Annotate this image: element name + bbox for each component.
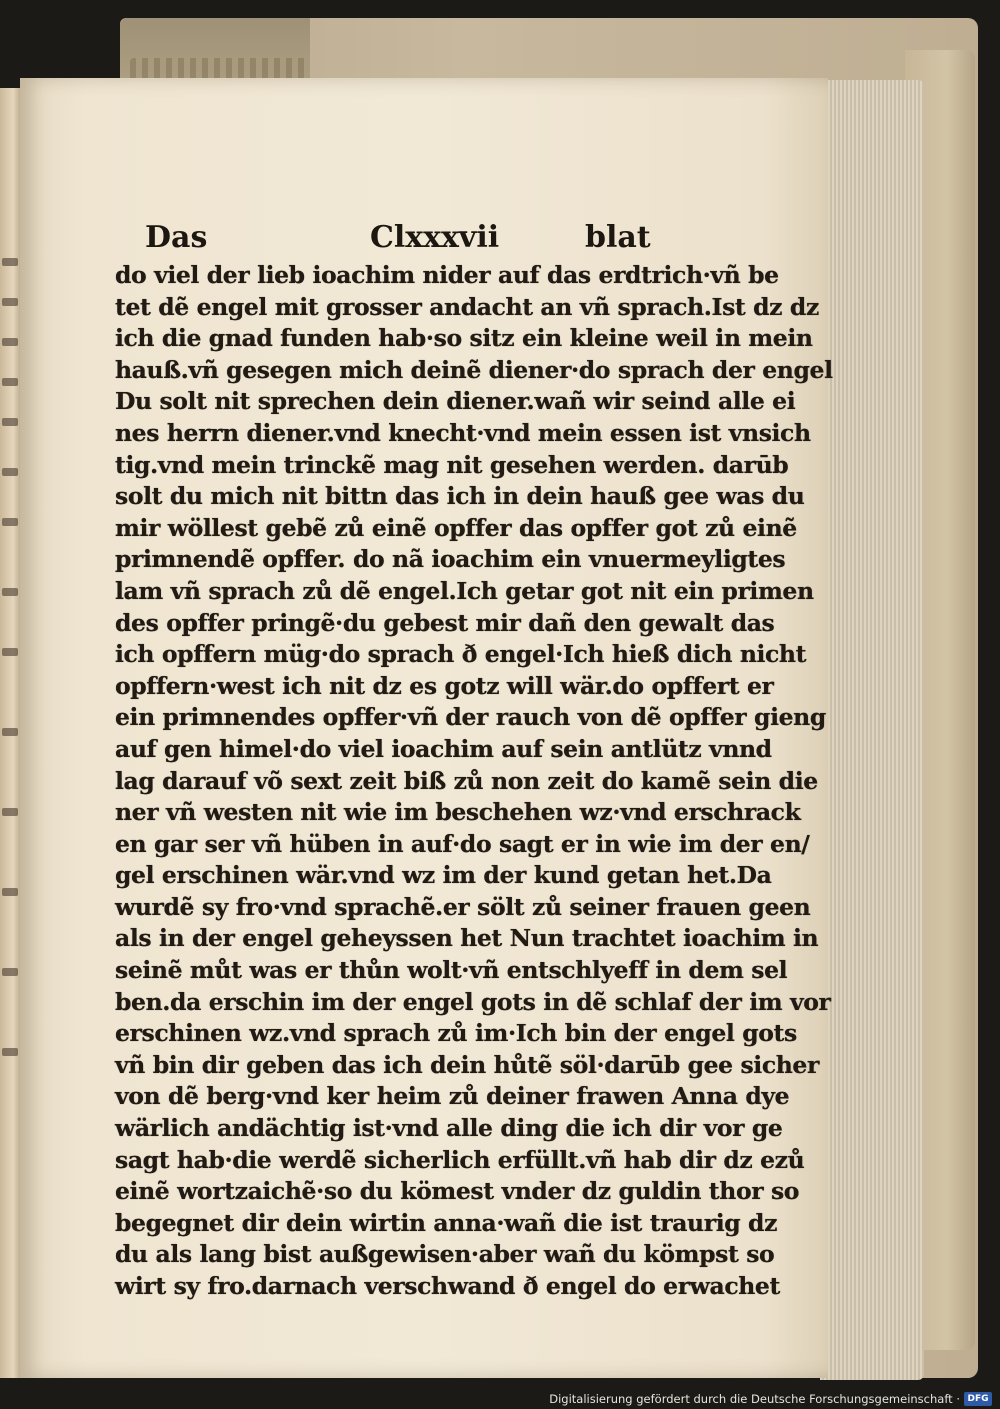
text-line: auf gen himel·do viel ioachim auf sein antlütz vnnd (115, 734, 772, 763)
text-line: Du solt nit sprechen dein diener.wañ wir seind alle ei (115, 387, 796, 416)
text-line: einẽ wortzaichẽ·so du kömest vnder dz guldin thor so (115, 1177, 800, 1206)
text-line: solt du mich nit bittn das ich in dein hauß gee was du (115, 482, 805, 511)
left-page-text-fragment (2, 1048, 18, 1056)
text-line: wirt sy fro.darnach verschwand ð engel do erwachet (115, 1272, 780, 1300)
folio-number: Clxxxvii (370, 220, 500, 255)
text-line: begegnet dir dein wirtin anna·wañ die ist traurig dz (115, 1208, 778, 1237)
body-text (115, 260, 833, 1303)
left-page-text-fragment (2, 968, 18, 976)
text-line: vñ bin dir geben das ich dein hůtẽ söl·darūb gee sicher (115, 1050, 819, 1079)
left-page-text-fragment (2, 418, 18, 426)
text-line: ben.da erschin im der engel gots in dẽ schlaf der im vor (115, 987, 831, 1016)
text-line: ich die gnad funden hab·so sitz ein kleine weil in mein (115, 324, 813, 353)
left-page-text-fragment (2, 728, 18, 736)
left-page-sliver (0, 88, 22, 1378)
text-line: des opffer pringẽ·du gebest mir dañ den gewalt das (115, 608, 775, 637)
left-page-text-fragment (2, 468, 18, 476)
text-line: tig.vnd mein trinckẽ mag nit gesehen werden. darūb (115, 450, 789, 479)
text-line: lam vñ sprach zů dẽ engel.Ich getar got nit ein primen (115, 576, 814, 605)
left-page-text-fragment (2, 518, 18, 526)
text-line: lag darauf võ sext zeit biß zů non zeit do kamẽ sein die (115, 766, 818, 795)
text-line: du als lang bist außgewisen·aber wañ du kömpst so (115, 1240, 775, 1269)
left-page-text-fragment (2, 378, 18, 386)
text-line: gel erschinen wär.vnd wz im der kund getan het.Da (115, 861, 772, 890)
text-line: opffern·west ich nit dz es gotz will wär.do opffert er (115, 671, 774, 700)
text-line: hauß.vñ gesegen mich deinẽ diener·do sprach der engel (115, 355, 833, 384)
text-line: nes herrn diener.vnd knecht·vnd mein essen ist vnsich (115, 418, 811, 447)
left-page-text-fragment (2, 588, 18, 596)
text-line: ich opffern müg·do sprach ð engel·Ich hieß dich nicht (115, 640, 807, 669)
text-line: primnendẽ opffer. do nã ioachim ein vnuermeyligtes (115, 545, 786, 574)
left-page-text-fragment (2, 808, 18, 816)
text-line: als in der engel geheyssen het Nun trachtet ioachim in (115, 924, 819, 953)
page-fore-edge (820, 80, 924, 1380)
text-line: von dẽ berg·vnd ker heim zů deiner frawen Anna dye (115, 1082, 790, 1111)
text-line: wurdẽ sy fro·vnd sprachẽ.er sölt zů seiner frauen geen (115, 892, 811, 921)
left-page-text-fragment (2, 258, 18, 266)
text-line: sagt hab·die werdẽ sicherlich erfüllt.vñ hab dir dz ezů (115, 1145, 805, 1174)
text-line: tet dẽ engel mit grosser andacht an vñ sprach.Ist dz dz (115, 292, 819, 321)
book-page (20, 78, 833, 1378)
left-page-text-fragment (2, 338, 18, 346)
left-page-text-fragment (2, 888, 18, 896)
running-head-left: Das (145, 220, 208, 255)
text-line: seinẽ můt was er thůn wolt·vñ entschlyeff in dem sel (115, 956, 788, 985)
text-line: erschinen wz.vnd sprach zů im·Ich bin der engel gots (115, 1019, 797, 1048)
running-head-right: blat (585, 220, 651, 255)
footer-bar (0, 1390, 1000, 1409)
text-line: mir wöllest gebẽ zů einẽ opffer das opffer got zů einẽ (115, 513, 797, 542)
text-line: ein primnendes opffer·vñ der rauch von dẽ opffer gieng (115, 703, 826, 732)
left-page-text-fragment (2, 648, 18, 656)
left-page-text-fragment (2, 298, 18, 306)
text-line: do viel der lieb ioachim nider auf das erdtrich·vñ be (115, 261, 779, 289)
digitization-credit: Digitalisierung gefördert durch die Deutsche Forschungsgemeinschaft · (549, 1392, 960, 1406)
dfg-logo: DFG (964, 1392, 992, 1406)
text-line: en gar ser vñ hüben in auf·do sagt er in wie im der en/ (115, 829, 810, 858)
text-line: ner vñ westen nit wie im beschehen wz·vnd erschrack (115, 798, 801, 827)
text-line: wärlich andächtig ist·vnd alle ding die ich dir vor ge (115, 1114, 783, 1143)
